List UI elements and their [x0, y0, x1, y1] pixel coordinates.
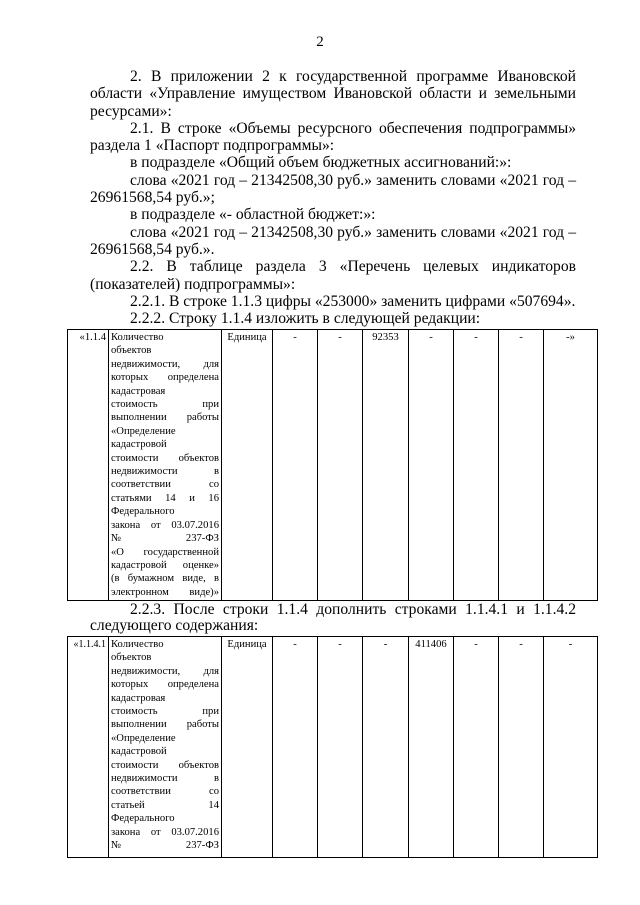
paragraph-line: ресурсами»: — [90, 102, 172, 120]
table-row — [68, 330, 598, 601]
indicator-name-line: стоимость при — [111, 399, 219, 411]
indicator-name-line: кадастровой оценке» — [111, 559, 219, 571]
paragraph-line: раздела 1 «Паспорт подпрограммы»: — [90, 137, 335, 155]
row-number-cell: «1.1.4.1 — [68, 637, 109, 858]
indicator-table-row-1-1-4 — [67, 329, 598, 601]
indicator-name-line: стоимость при — [111, 706, 219, 718]
indicator-name-line: кадастровой — [111, 746, 167, 758]
indicator-name-line: которых определена — [111, 679, 219, 691]
paragraph-line: 2.2.1. В строке 1.1.3 цифры «253000» заменить цифрами «507694». — [130, 292, 576, 310]
value-cell: 92353 — [363, 330, 409, 601]
paragraph-line: следующего содержания: — [90, 617, 259, 634]
indicator-name-line: кадастровой — [111, 439, 167, 451]
indicator-name-line: соответствии со — [111, 479, 219, 491]
table-row — [68, 637, 598, 858]
paragraph-line: (показателей) подпрограммы»: — [90, 275, 296, 293]
paragraph-line: 2.2.3. После строки 1.1.4 дополнить строками 1.1.4.1 и 1.1.4.2 — [130, 601, 576, 618]
value-cell: 411406 — [409, 637, 454, 858]
indicator-name-cell — [109, 330, 222, 601]
indicator-name-line: Федерального — [111, 506, 175, 518]
paragraph-line: 2.1. В строке «Объемы ресурсного обеспечения подпрограммы» — [130, 119, 576, 137]
paragraph-line: слова «2021 год – 21342508,30 руб.» заменить словами «2021 год – — [130, 223, 576, 241]
indicator-name-line: электронном виде)» — [111, 586, 219, 598]
indicator-name-line: объектов — [111, 345, 152, 357]
indicator-name-line: недвижимости в — [111, 773, 219, 785]
indicator-name-line: № 237-ФЗ — [111, 840, 219, 852]
indicator-name-line: закона от 03.07.2016 — [111, 519, 219, 531]
indicator-name-cell — [109, 637, 222, 858]
indicator-name-line: «Определение — [111, 425, 176, 437]
value-cell: - — [363, 637, 409, 858]
paragraph-line: 26961568,54 руб.»; — [90, 189, 215, 207]
indicator-name-line: недвижимости, для — [111, 665, 219, 677]
indicator-name-line: которых определена — [111, 372, 219, 384]
paragraph-line: 26961568,54 руб.». — [90, 240, 215, 258]
indicator-name-line: № 237-ФЗ — [111, 533, 219, 545]
value-cell: - — [499, 637, 544, 858]
indicator-name-line: «О государственной — [111, 546, 219, 558]
indicator-name-line: выполнении работы — [111, 719, 219, 731]
value-cell: - — [273, 330, 318, 601]
indicator-name-line: закона от 03.07.2016 — [111, 826, 219, 838]
indicator-name-line: статьей 14 — [111, 799, 219, 811]
indicator-name-line: объектов — [111, 652, 152, 664]
value-cell: - — [318, 330, 363, 601]
indicator-name-line: кадастровая — [111, 692, 166, 704]
indicator-name-line: кадастровая — [111, 385, 166, 397]
paragraph-line: в подразделе «- областной бюджет:»: — [130, 206, 376, 224]
indicator-name-line: выполнении работы — [111, 412, 219, 424]
indicator-name-line: недвижимости, для — [111, 358, 219, 370]
indicator-name-line: Количество — [111, 332, 164, 343]
indicator-name-line: статьями 14 и 16 — [111, 492, 219, 504]
paragraph-line: 2.2.2. Строку 1.1.4 изложить в следующей редакции: — [130, 310, 481, 328]
row-number-cell: «1.1.4 — [68, 330, 109, 601]
value-cell: - — [318, 637, 363, 858]
indicator-name-line: «Определение — [111, 732, 176, 744]
paragraph-line: 2.2. В таблице раздела 3 «Перечень целевых индикаторов — [130, 258, 576, 276]
indicator-name-line: недвижимости в — [111, 466, 219, 478]
indicator-name-line: Количество — [111, 639, 164, 650]
value-cell: - — [409, 330, 454, 601]
page-number: 2 — [316, 34, 324, 50]
indicator-name-line: стоимости объектов — [111, 759, 219, 771]
indicator-name-line: (в бумажном виде, в — [111, 573, 219, 585]
amendment-text-top — [90, 68, 576, 327]
unit-cell: Единица — [222, 330, 273, 601]
value-cell: - — [499, 330, 544, 601]
amendment-text-middle — [90, 602, 576, 634]
paragraph-line: слова «2021 год – 21342508,30 руб.» заменить словами «2021 год – — [130, 171, 576, 189]
indicator-name-line: стоимости объектов — [111, 452, 219, 464]
value-cell: - — [454, 637, 499, 858]
paragraph-line: 2. В приложении 2 к государственной программе Ивановской — [130, 68, 576, 85]
paragraph-line: в подразделе «Общий объем бюджетных ассигнований:»: — [130, 154, 512, 172]
value-cell: - — [544, 637, 598, 858]
indicator-name-line: Федерального — [111, 813, 175, 825]
indicator-name-line: соответствии со — [111, 786, 219, 798]
unit-cell: Единица — [222, 637, 273, 858]
indicator-table-row-1-1-4-1 — [67, 636, 598, 858]
paragraph-line: области «Управление имуществом Ивановской области и земельными — [90, 85, 576, 103]
value-cell: - — [454, 330, 499, 601]
value-cell: -» — [544, 330, 598, 601]
value-cell: - — [273, 637, 318, 858]
